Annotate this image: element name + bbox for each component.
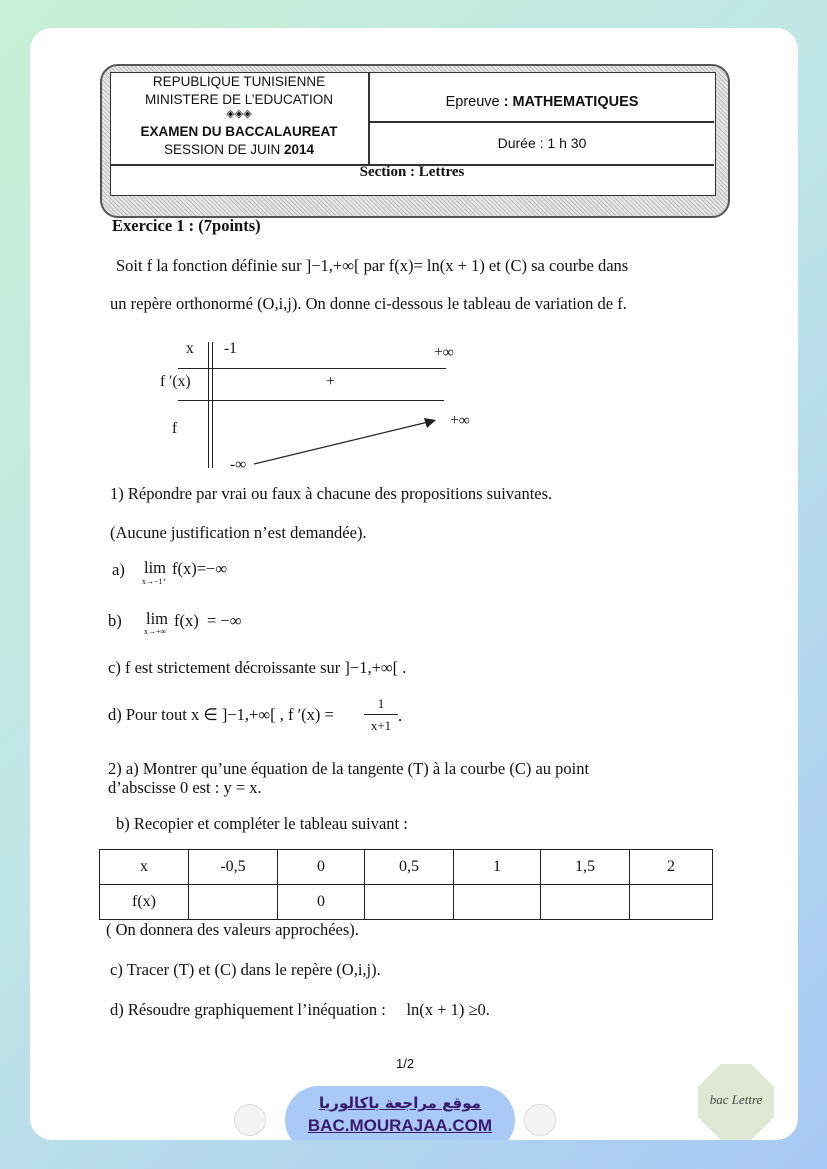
header-ministry: MINISTERE DE L’EDUCATION xyxy=(144,92,334,107)
values-table xyxy=(99,849,713,920)
table-cell: -0,5 xyxy=(189,850,278,885)
q2c-text: c) Tracer (T) et (C) dans le repère (O,i,j). xyxy=(110,960,381,979)
intro-line-1: Soit f la fonction définie sur ]−1,+∞[ par f(x)= ln(x + 1) et (C) sa courbe dans xyxy=(116,256,629,275)
table-rule xyxy=(208,342,209,468)
q1a-subscript: x→−1⁺ xyxy=(142,577,167,586)
table-rule xyxy=(178,400,444,401)
q1b-lim: lim xyxy=(146,609,169,628)
table-cell xyxy=(630,885,713,920)
q1b-expr: f(x) = −∞ xyxy=(174,611,242,630)
q2b-note: ( On donnera des valeurs approchées). xyxy=(106,920,359,939)
site-link[interactable]: BAC.MOURAJAA.COM xyxy=(307,1116,493,1135)
var-x-end: +∞ xyxy=(434,344,454,361)
site-banner[interactable] xyxy=(285,1086,515,1140)
var-x-label: x xyxy=(186,340,194,357)
table-rule xyxy=(212,342,213,468)
q1a-lim: lim xyxy=(144,558,167,577)
header-epreuve: Epreuve : MATHEMATIQUES xyxy=(445,94,639,110)
table-cell: 1 xyxy=(454,850,541,885)
var-fprime-label: f ′(x) xyxy=(160,373,191,390)
q1d-text: d) Pour tout x ∈ ]−1,+∞[ , f ′(x) = xyxy=(108,705,334,724)
q1d-end: . xyxy=(398,706,403,725)
var-f-label: f xyxy=(172,420,178,437)
book-logo-icon xyxy=(234,1104,266,1136)
table-cell: 0 xyxy=(278,850,365,885)
table-row xyxy=(100,885,713,920)
header-exam: EXAMEN DU BACCALAUREAT xyxy=(140,124,338,139)
intro-line-2: un repère orthonormé (O,i,j). On donne ci-dessous le tableau de variation de f. xyxy=(110,294,627,313)
table-cell: x xyxy=(100,850,189,885)
table-cell xyxy=(454,885,541,920)
exercise-title: Exercice 1 : (7points) xyxy=(112,216,261,235)
badge-text: bac Lettre xyxy=(709,1092,763,1107)
q1a-expr: f(x)=−∞ xyxy=(172,559,228,578)
q2a-line-1: 2) a) Montrer qu’une équation de la tangente (T) à la courbe (C) au point xyxy=(108,759,590,778)
fraction-bar xyxy=(364,714,398,715)
table-cell xyxy=(189,885,278,920)
table-cell: 1,5 xyxy=(541,850,630,885)
q1a-label: a) xyxy=(112,560,125,579)
table-row xyxy=(100,850,713,885)
increasing-arrow-icon xyxy=(250,414,440,468)
table-cell: 0 xyxy=(278,885,365,920)
header-country: REPUBLIQUE TUNISIENNE xyxy=(152,74,326,89)
var-x-start: -1 xyxy=(224,340,237,357)
q1-note: (Aucune justification n’est demandée). xyxy=(110,523,367,542)
header-session: SESSION DE JUIN 2014 xyxy=(163,142,315,157)
q1b-label: b) xyxy=(108,611,122,630)
q1-text: 1) Répondre par vrai ou faux à chacune des propositions suivantes. xyxy=(110,484,553,503)
table-cell: f(x) xyxy=(100,885,189,920)
header-section: Section : Lettres xyxy=(359,164,465,180)
table-rule xyxy=(178,368,446,369)
q1c-text: c) f est strictement décroissante sur ]−1,+∞[ . xyxy=(108,658,407,677)
page-number: 1/2 xyxy=(396,1056,415,1071)
table-cell: 0,5 xyxy=(365,850,454,885)
q2d-text: d) Résoudre graphiquement l’inéquation : ln(x + 1) ≥0. xyxy=(110,1000,490,1019)
header-divider xyxy=(368,121,714,123)
var-sign: + xyxy=(326,373,335,390)
var-f-start: -∞ xyxy=(230,456,247,473)
table-cell: 2 xyxy=(630,850,713,885)
exam-page xyxy=(30,28,798,1140)
site-arabic-link[interactable]: موقع مراجعة باكالوريا xyxy=(319,1094,481,1112)
q2b-text: b) Recopier et compléter le tableau suivant : xyxy=(116,814,408,833)
header-duree: Durée : 1 h 30 xyxy=(497,135,587,151)
q1b-subscript: x→+∞ xyxy=(144,627,167,636)
q1d-denominator: x+1 xyxy=(370,718,392,733)
var-f-end: +∞ xyxy=(450,412,470,429)
q2a-line-2: d’abscisse 0 est : y = x. xyxy=(108,778,262,797)
book-logo-icon xyxy=(524,1104,556,1136)
table-cell xyxy=(365,885,454,920)
q1d-numerator: 1 xyxy=(377,696,385,711)
header-ornament: ◈◈◈ xyxy=(226,108,252,120)
table-cell xyxy=(541,885,630,920)
